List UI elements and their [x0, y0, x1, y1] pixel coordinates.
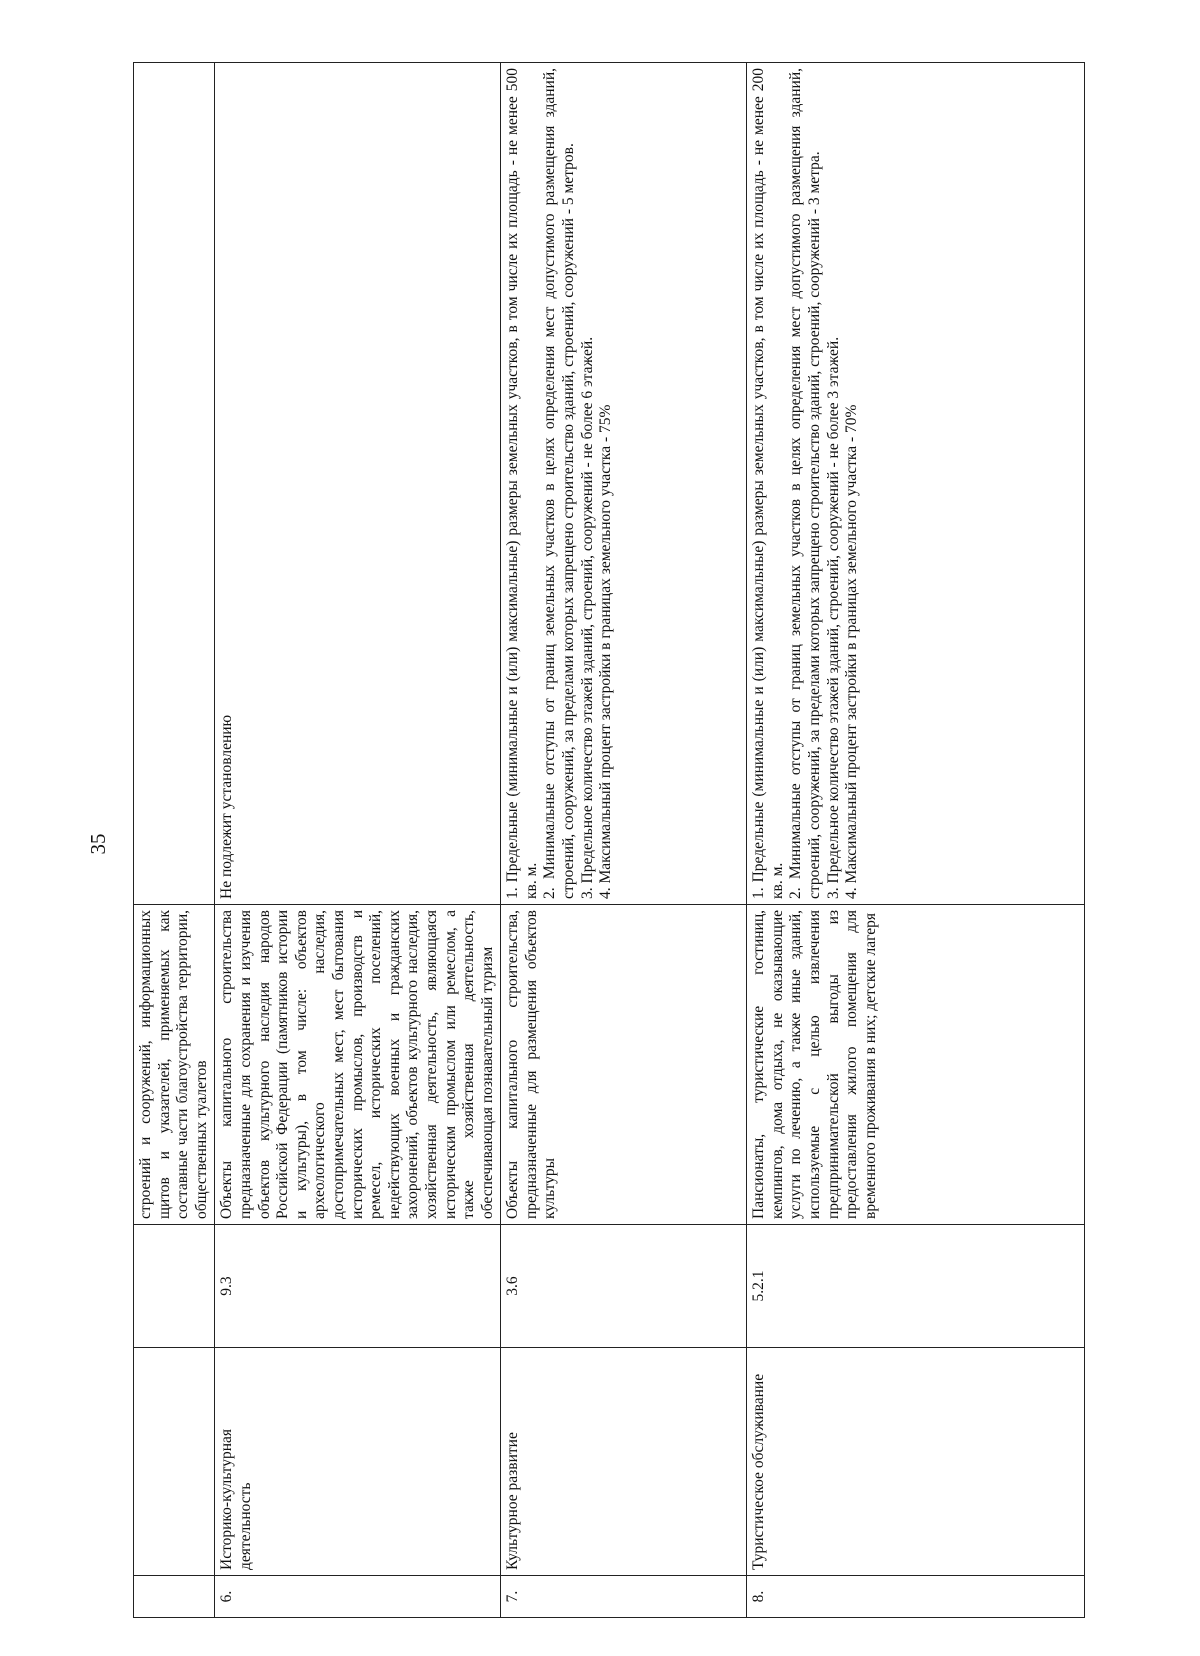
- use-code-cell: [134, 1225, 215, 1348]
- table-row-continuation: [134, 63, 215, 1618]
- parameters-cell: [215, 63, 501, 905]
- table-row: [501, 63, 747, 1618]
- parameter-line: 3. Предельное количество этажей зданий, строений, сооружений - не более 3 этажей.: [824, 336, 842, 899]
- use-code-cell: 9.3: [215, 1225, 501, 1348]
- row-number-cell: 6.: [215, 1576, 501, 1618]
- use-description-cell: [134, 905, 215, 1225]
- land-use-regulations-table: [133, 62, 1085, 1618]
- use-description-text: Пансионаты, туристические гостиниц, кемпингов, дома отдыха, не оказывающие услуги по лечению, а также иные зданий, используемые с целью извлечения предпринимательской выгоды из предоставления жилого помещения для временного проживания в них; детские лагеря: [750, 910, 879, 1219]
- parameters-cell: [134, 63, 215, 905]
- rotated-sheet: [133, 63, 1067, 1618]
- row-number-cell: 8.: [747, 1576, 1085, 1618]
- table-row: [215, 63, 501, 1618]
- row-number-cell: [134, 1576, 215, 1618]
- parameter-line: 2. Минимальные отступы от границ земельных участков в целях определения мест допустимого размещения зданий, строений, сооружений, за пределами которых запрещено строительство зданий, строений, сооружений - 5 метров.: [541, 68, 578, 899]
- use-name-cell: Туристическое обслуживание: [747, 1348, 1085, 1576]
- parameter-line: 1. Предельные (минимальные и (или) максимальные) размеры земельных участков, в том числе их площадь - не менее 500 кв. м.: [504, 68, 540, 899]
- parameter-line: 2. Минимальные отступы от границ земельных участков в целях определения мест допустимого размещения зданий, строений, сооружений, за пределами которых запрещено строительство зданий, строений, сооружений - 3 метра.: [787, 68, 824, 899]
- page-number: 35: [86, 833, 110, 855]
- parameter-line: 4. Максимальный процент застройки в границах земельного участка - 70%: [843, 404, 861, 899]
- use-description-cell: [215, 905, 501, 1225]
- use-description-cell: [747, 905, 1085, 1225]
- use-code-cell: 5.2.1: [747, 1225, 1085, 1348]
- use-description-cell: [501, 905, 747, 1225]
- use-code-cell: 3.6: [501, 1225, 747, 1348]
- use-name-cell: Культурное развитие: [501, 1348, 747, 1576]
- use-description-text: строений и сооружений, информационных щитов и указателей, применяемых как составные части благоустройства территории, общественных туалетов: [137, 910, 210, 1219]
- parameter-line: Не подлежит установлению: [218, 714, 236, 899]
- parameter-line: 3. Предельное количество этажей зданий, строений, сооружений - не более 6 этажей.: [578, 336, 596, 899]
- row-number-cell: 7.: [501, 1576, 747, 1618]
- parameter-line: 1. Предельные (минимальные и (или) максимальные) размеры земельных участков, в том числе их площадь - не менее 200 кв. м.: [750, 68, 786, 899]
- use-description-text: Объекты капитального строительства, предназначенные для размещения объектов культуры: [504, 910, 559, 1219]
- use-name-cell: Историко-культурная деятельность: [215, 1348, 501, 1576]
- use-description-text: Объекты капитального строительства предназначенные для сохранения и изучения объектов культурного наследия народов Российской Федерации (памятников истории и культуры), в том числе: объектов археологического наследия, достопримечательных мест, мест бытования исторических промыслов, производств и ремесел, исторических поселений, недействующих военных и гражданских захоронений, объектов культурного наследия, хозяйственная деятельность, являющаяся историческим промыслом или ремеслом, а также хозяйственная деятельность, обеспечивающая познавательный туризм: [218, 910, 496, 1219]
- use-name-cell: [134, 1348, 215, 1576]
- table-row: [747, 63, 1085, 1618]
- parameters-cell: [501, 63, 747, 905]
- parameters-cell: [747, 63, 1085, 905]
- parameter-line: 4. Максимальный процент застройки в границах земельного участка - 75%: [597, 404, 615, 899]
